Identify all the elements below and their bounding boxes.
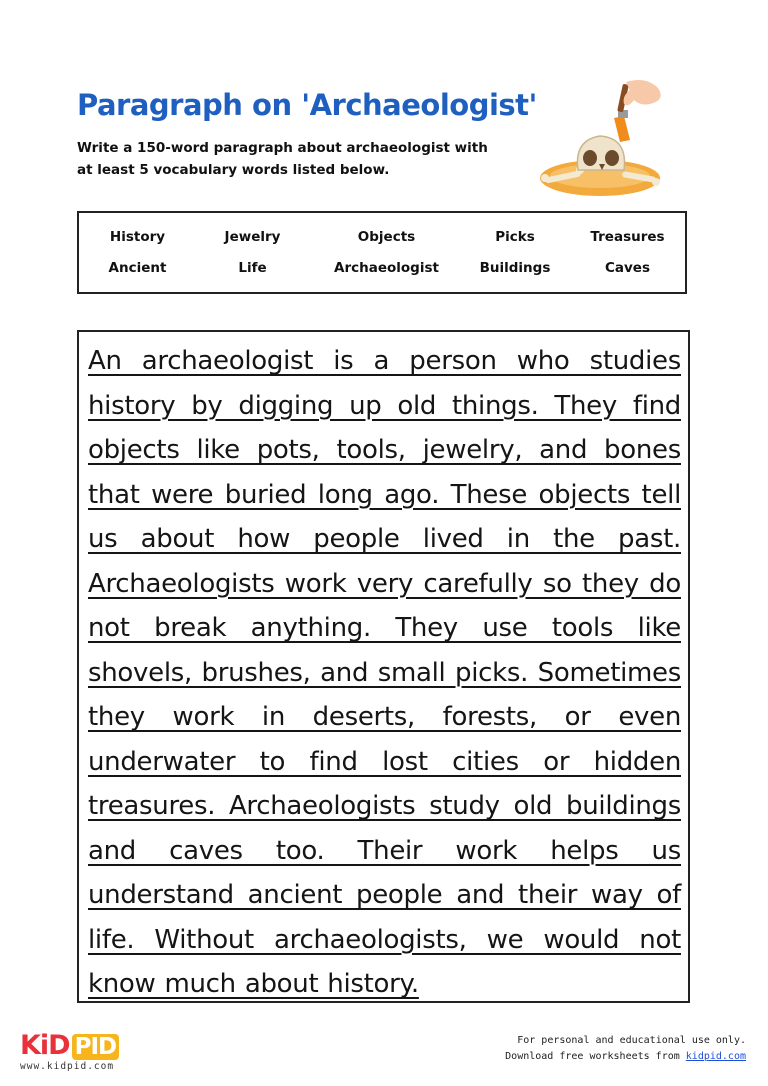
archaeology-illustration xyxy=(530,78,672,200)
vocab-word: Treasures xyxy=(590,228,665,245)
instructions: Write a 150-word paragraph about archaeologist with at least 5 vocabulary words listed below. xyxy=(77,140,488,178)
vocab-word: Caves xyxy=(604,260,650,277)
footer-note xyxy=(505,1033,746,1065)
vocab-word: Picks xyxy=(495,228,535,245)
kidpid-logo[interactable] xyxy=(20,1032,119,1072)
footer-link[interactable]: kidpid.com xyxy=(685,1051,746,1062)
vocab-word: Life xyxy=(238,260,267,277)
vocab-word: Jewelry xyxy=(224,228,281,245)
logo-url: www.kidpid.com xyxy=(20,1061,115,1072)
page-title: Paragraph on 'Archaeologist' xyxy=(77,88,537,122)
vocabulary-box xyxy=(77,211,687,294)
vocab-word: Objects xyxy=(357,228,416,245)
vocab-word: Archaeologist xyxy=(334,260,439,277)
footer-line-1: For personal and educational use only. xyxy=(517,1035,746,1046)
vocab-word: History xyxy=(109,228,166,245)
paragraph-box xyxy=(77,330,690,1003)
footer-line-2-prefix: Download free worksheets from xyxy=(505,1051,686,1062)
logo-badge: PID xyxy=(72,1034,120,1060)
vocab-word: Ancient xyxy=(108,260,167,277)
vocab-word: Buildings xyxy=(479,260,551,277)
paragraph-text: An archaeologist is a person who studies history by digging up old things. They find objects like pots, tools, jewelry, and bones that were buried long ago. These objects tell us about how people lived in the past. Archaeologists work very carefully so they do not break anything. They use tools like shovels, brushes, and small picks. Sometimes they work in deserts, forests, or even underwater to find lost cities or hidden treasures. Archaeologists study old buildings and caves too. Their work helps us understand ancient people and their way of life. Without archaeologists, we would not know much about history. xyxy=(88,346,681,999)
logo-text: KiD xyxy=(20,1030,70,1061)
footer-line-2 xyxy=(505,1049,746,1065)
